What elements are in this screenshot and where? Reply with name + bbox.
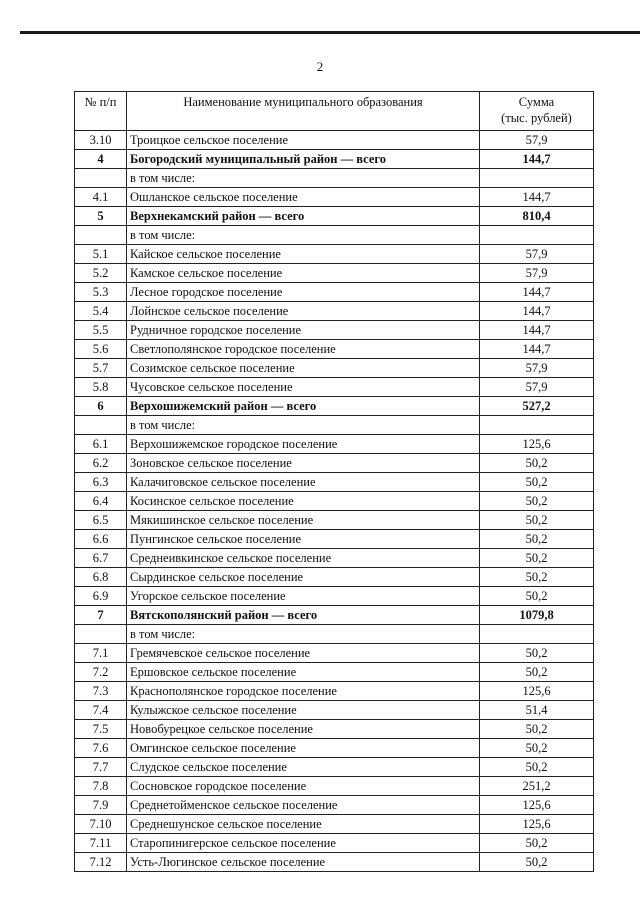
row-sum: 125,6 [480,435,594,454]
table-row [75,473,594,492]
row-name: Верхошижемское городское поселение [127,435,480,454]
table-row [75,397,594,416]
row-name: Старопинигерское сельское поселение [127,834,480,853]
row-name: Среднетойменское сельское поселение [127,796,480,815]
row-name: Ошланское сельское поселение [127,188,480,207]
row-sum: 57,9 [480,131,594,150]
row-number: 6.9 [75,587,127,606]
row-name: Среднешунское сельское поселение [127,815,480,834]
allocation-table [74,91,594,872]
row-sum: 50,2 [480,473,594,492]
row-number: 5.4 [75,302,127,321]
row-number: 6.4 [75,492,127,511]
table-row [75,549,594,568]
row-number: 7.6 [75,739,127,758]
row-number: 5.1 [75,245,127,264]
table-row [75,264,594,283]
row-name: Кайское сельское поселение [127,245,480,264]
row-number: 5.5 [75,321,127,340]
table-row [75,568,594,587]
row-name: Пунгинское сельское поселение [127,530,480,549]
table-row [75,720,594,739]
row-name: Вятскополянский район — всего [127,606,480,625]
row-number [75,169,127,188]
row-number: 7.9 [75,796,127,815]
table-row [75,169,594,188]
table-row [75,435,594,454]
row-sum: 50,2 [480,834,594,853]
row-number [75,625,127,644]
table-row [75,625,594,644]
row-number: 5.6 [75,340,127,359]
row-number: 5.7 [75,359,127,378]
header-name: Наименование муниципального образования [127,92,480,131]
row-sum: 125,6 [480,815,594,834]
row-number: 6.5 [75,511,127,530]
header-sum-unit: (тыс. рублей) [501,111,572,125]
row-number: 5.2 [75,264,127,283]
row-number [75,416,127,435]
row-name: Лойнское сельское поселение [127,302,480,321]
row-name: Рудничное городское поселение [127,321,480,340]
row-name: Сырдинское сельское поселение [127,568,480,587]
row-sum: 50,2 [480,739,594,758]
row-sum [480,169,594,188]
row-number: 7.2 [75,663,127,682]
row-sum [480,226,594,245]
table-row [75,188,594,207]
table-row [75,530,594,549]
row-number: 6.7 [75,549,127,568]
row-number: 6.6 [75,530,127,549]
row-sum: 50,2 [480,530,594,549]
table-header-row [75,92,594,131]
row-sum: 810,4 [480,207,594,226]
row-sum: 527,2 [480,397,594,416]
row-sum: 144,7 [480,340,594,359]
row-name: Косинское сельское поселение [127,492,480,511]
row-sum: 57,9 [480,264,594,283]
row-name: Слудское сельское поселение [127,758,480,777]
row-number: 7.10 [75,815,127,834]
row-sum: 251,2 [480,777,594,796]
table-row [75,815,594,834]
row-name: Верхошижемский район — всего [127,397,480,416]
row-sum: 51,4 [480,701,594,720]
table-row [75,340,594,359]
row-sum: 144,7 [480,302,594,321]
page-number: 2 [316,59,324,74]
row-name: Камское сельское поселение [127,264,480,283]
table-row [75,511,594,530]
row-sum: 50,2 [480,853,594,872]
row-number [75,226,127,245]
row-sum: 50,2 [480,587,594,606]
row-number: 7.4 [75,701,127,720]
row-number: 7.11 [75,834,127,853]
row-name: Сосновское городское поселение [127,777,480,796]
row-number: 6 [75,397,127,416]
table-row [75,758,594,777]
row-sum: 144,7 [480,283,594,302]
table-row [75,796,594,815]
header-number: № п/п [75,92,127,131]
table-row [75,853,594,872]
row-sum [480,625,594,644]
row-number: 6.8 [75,568,127,587]
row-sum: 50,2 [480,663,594,682]
table-row [75,454,594,473]
row-name: в том числе: [127,169,480,188]
table-row [75,492,594,511]
row-sum [480,416,594,435]
table-row [75,663,594,682]
header-sum [480,92,594,131]
table-row [75,359,594,378]
row-number: 7.8 [75,777,127,796]
table-row [75,283,594,302]
table-row [75,644,594,663]
row-sum: 144,7 [480,321,594,340]
row-number: 7.5 [75,720,127,739]
row-name: Новобурецкое сельское поселение [127,720,480,739]
row-sum: 50,2 [480,492,594,511]
row-sum: 57,9 [480,378,594,397]
table-row [75,302,594,321]
row-number: 7.3 [75,682,127,701]
row-number: 7.1 [75,644,127,663]
row-sum: 50,2 [480,568,594,587]
table-row [75,587,594,606]
row-number: 6.2 [75,454,127,473]
table-row [75,150,594,169]
table-row [75,739,594,758]
row-sum: 144,7 [480,150,594,169]
row-sum: 50,2 [480,549,594,568]
row-name: в том числе: [127,416,480,435]
row-name: Краснополянское городское поселение [127,682,480,701]
table-body [75,131,594,872]
row-name: Созимское сельское поселение [127,359,480,378]
header-sum-title: Сумма [518,95,555,109]
table-row [75,416,594,435]
row-name: Верхнекамский район — всего [127,207,480,226]
row-number: 6.1 [75,435,127,454]
row-sum: 1079,8 [480,606,594,625]
table-row [75,606,594,625]
row-number: 7 [75,606,127,625]
row-name: Омгинское сельское поселение [127,739,480,758]
row-number: 3.10 [75,131,127,150]
table-row [75,226,594,245]
row-sum: 57,9 [480,245,594,264]
top-rule [20,31,640,34]
row-name: Ершовское сельское поселение [127,663,480,682]
row-name: Кулыжское сельское поселение [127,701,480,720]
table-row [75,378,594,397]
table-row [75,701,594,720]
row-name: Угорское сельское поселение [127,587,480,606]
row-sum: 50,2 [480,511,594,530]
row-name: в том числе: [127,226,480,245]
row-number: 7.7 [75,758,127,777]
table-row [75,777,594,796]
row-name: Мякишинское сельское поселение [127,511,480,530]
table-row [75,131,594,150]
table-row [75,834,594,853]
row-sum: 125,6 [480,682,594,701]
row-sum: 50,2 [480,644,594,663]
row-number: 7.12 [75,853,127,872]
table-row [75,245,594,264]
row-name: Усть-Люгинское сельское поселение [127,853,480,872]
row-name: в том числе: [127,625,480,644]
row-name: Светлополянское городское поселение [127,340,480,359]
row-sum: 50,2 [480,758,594,777]
row-name: Троицкое сельское поселение [127,131,480,150]
row-number: 5.8 [75,378,127,397]
row-name: Чусовское сельское поселение [127,378,480,397]
row-name: Гремячевское сельское поселение [127,644,480,663]
row-sum: 50,2 [480,454,594,473]
row-number: 5.3 [75,283,127,302]
row-name: Лесное городское поселение [127,283,480,302]
row-name: Калачиговское сельское поселение [127,473,480,492]
row-sum: 125,6 [480,796,594,815]
row-sum: 144,7 [480,188,594,207]
table-row [75,207,594,226]
row-number: 4 [75,150,127,169]
row-name: Богородский муниципальный район — всего [127,150,480,169]
row-sum: 57,9 [480,359,594,378]
row-number: 6.3 [75,473,127,492]
row-number: 4.1 [75,188,127,207]
row-name: Зоновское сельское поселение [127,454,480,473]
table-row [75,321,594,340]
row-number: 5 [75,207,127,226]
row-sum: 50,2 [480,720,594,739]
table-row [75,682,594,701]
row-name: Среднеивкинское сельское поселение [127,549,480,568]
